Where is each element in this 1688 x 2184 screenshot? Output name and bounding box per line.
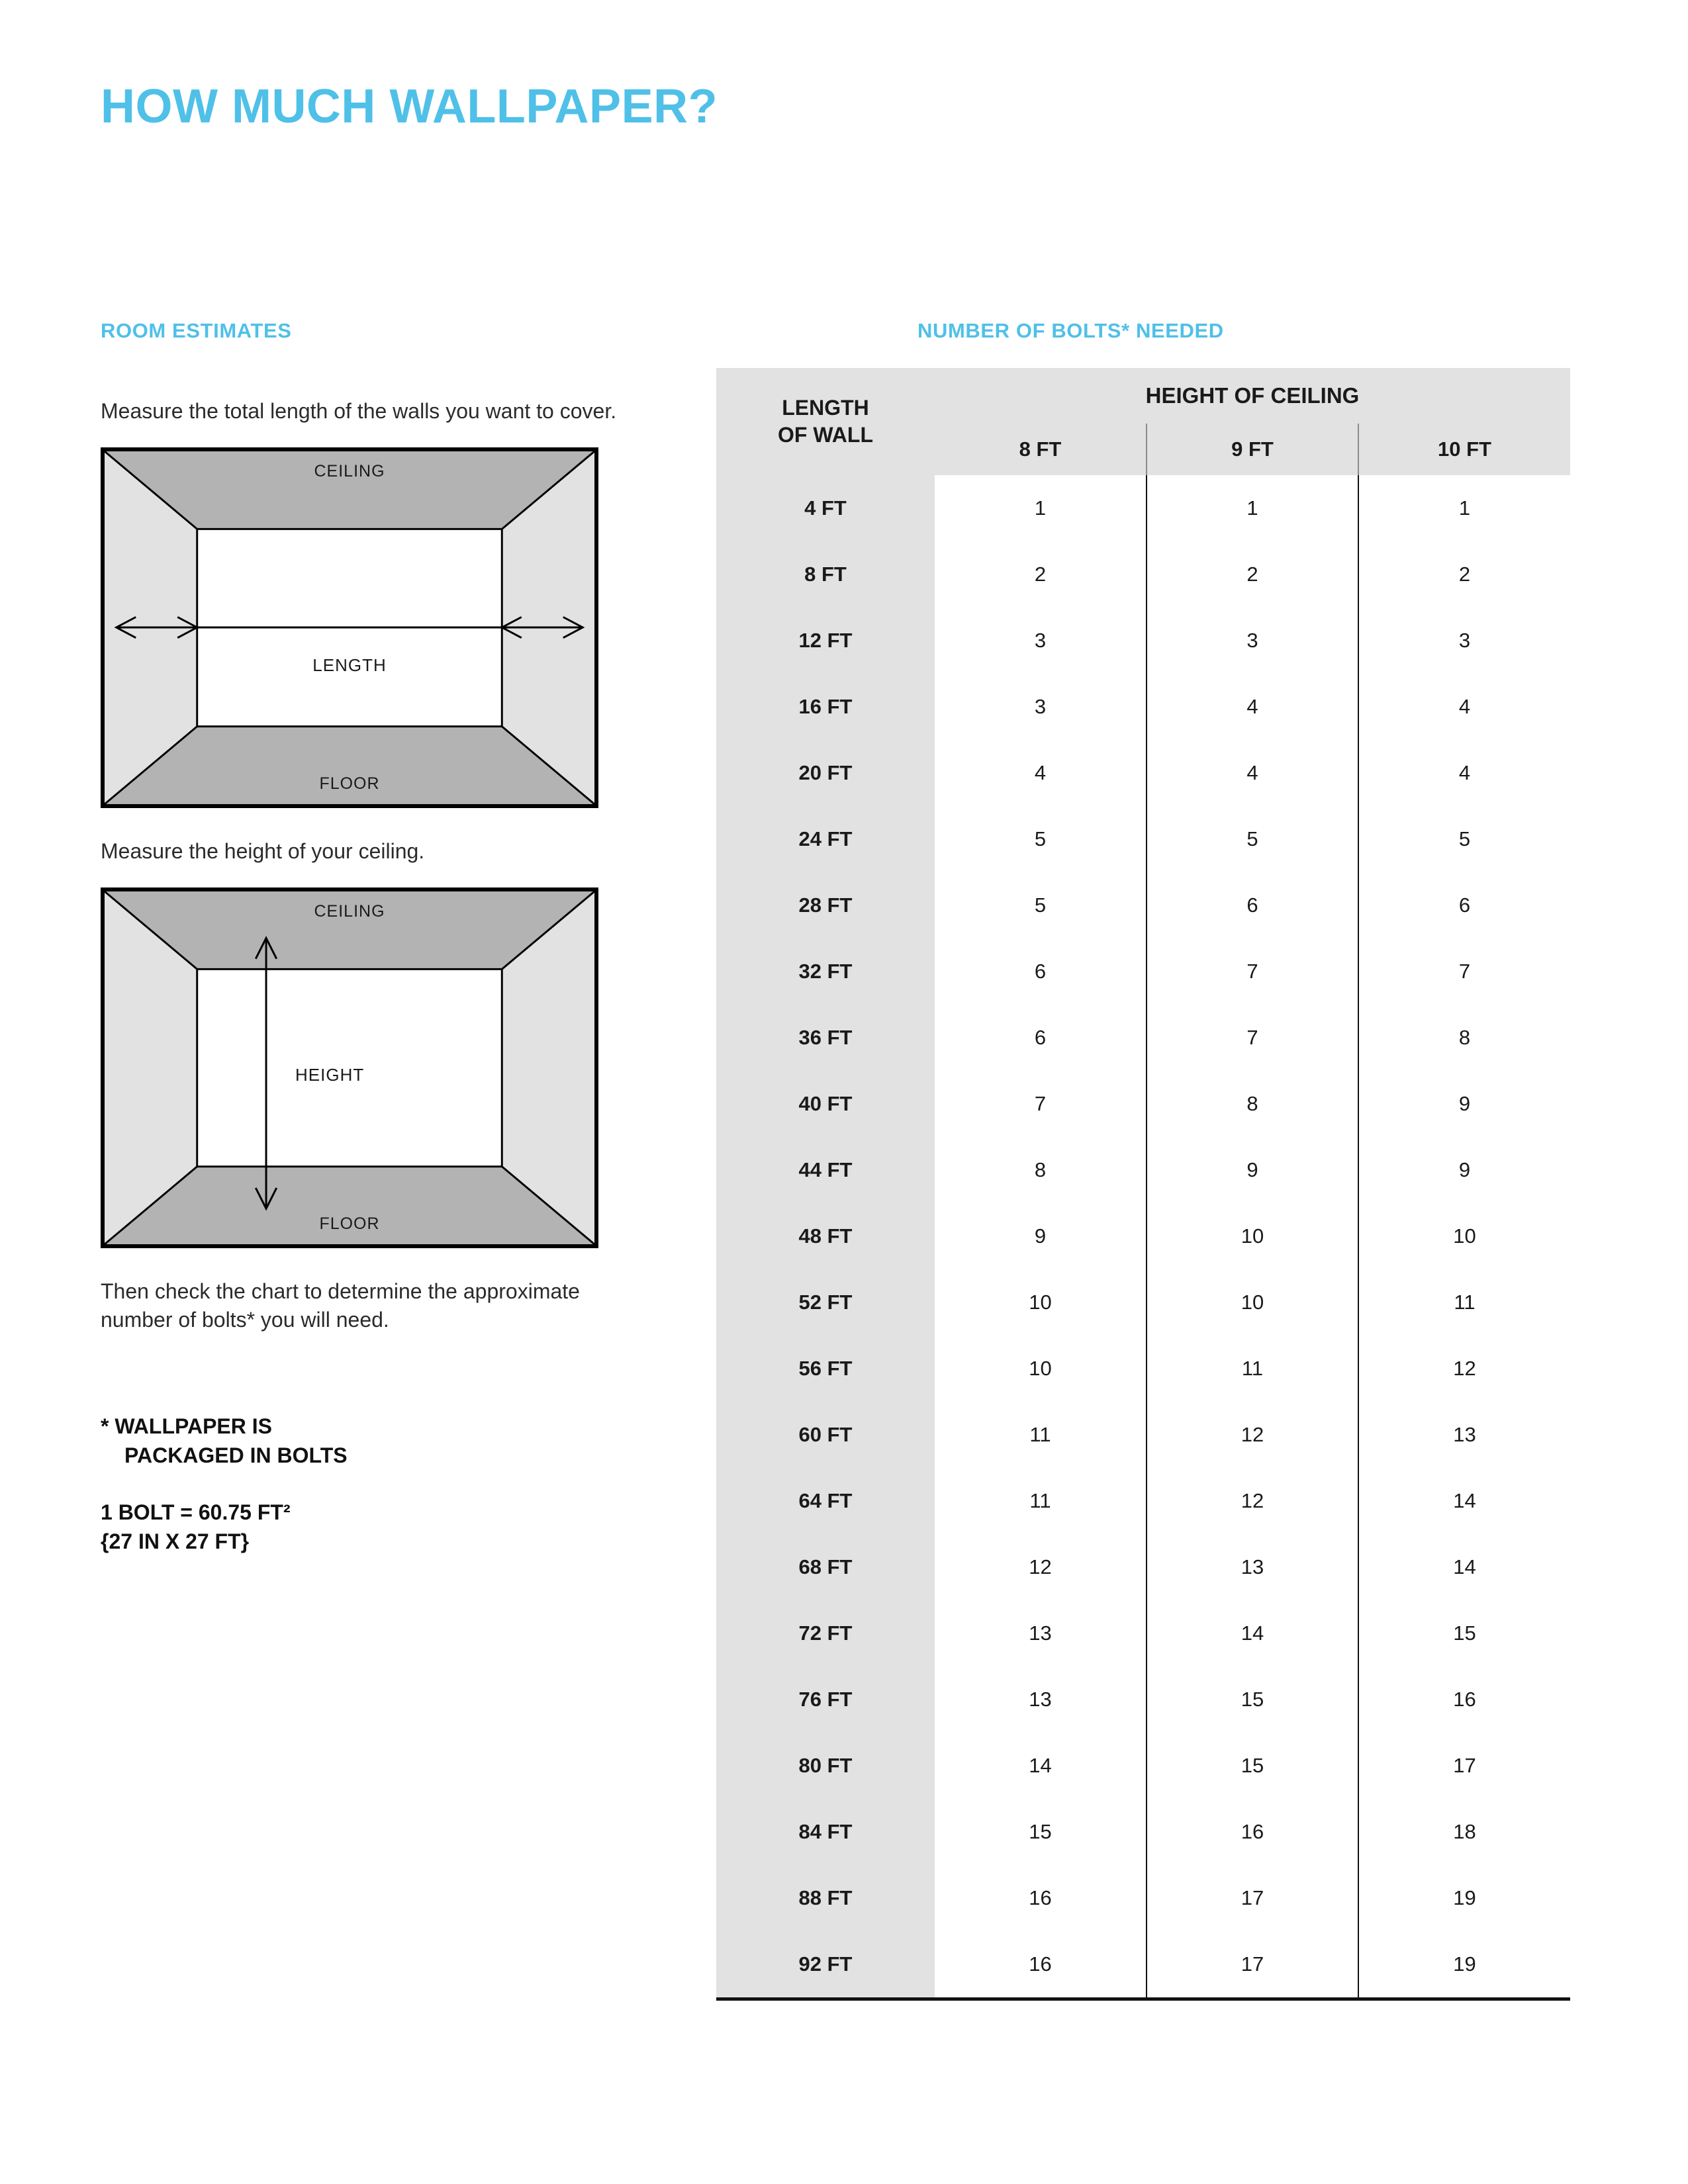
row-length: 28 FT (716, 872, 935, 938)
cell-8ft: 16 (935, 1931, 1147, 1999)
diagram-height-floor-label: FLOOR (319, 1214, 380, 1234)
length-of-wall-header-line1: LENGTH (782, 396, 869, 420)
cell-9ft: 12 (1147, 1468, 1358, 1534)
row-length: 4 FT (716, 475, 935, 541)
room-diagram-height (101, 887, 598, 1248)
row-length: 20 FT (716, 740, 935, 806)
cell-10ft: 17 (1358, 1733, 1570, 1799)
bolts-table-body (716, 368, 1570, 1999)
table-row (716, 1865, 1570, 1931)
row-length: 88 FT (716, 1865, 935, 1931)
row-length: 8 FT (716, 541, 935, 608)
cell-9ft: 3 (1147, 608, 1358, 674)
table-row (716, 1666, 1570, 1733)
table-row (716, 1733, 1570, 1799)
cell-9ft: 14 (1147, 1600, 1358, 1666)
footnote-line-1: * WALLPAPER IS (101, 1414, 272, 1438)
cell-9ft: 13 (1147, 1534, 1358, 1600)
row-length: 76 FT (716, 1666, 935, 1733)
room-estimates-heading: ROOM ESTIMATES (101, 319, 292, 342)
cell-8ft: 11 (1029, 1489, 1051, 1512)
cell-10ft: 12 (1358, 1336, 1570, 1402)
cell-10ft: 14 (1358, 1534, 1570, 1600)
bolt-size-line-1: 1 BOLT = 60.75 FT² (101, 1500, 291, 1525)
room-perspective-shading (105, 451, 594, 804)
column-header-9ft: 9 FT (1147, 424, 1358, 475)
cell-10ft: 18 (1358, 1799, 1570, 1865)
row-length: 68 FT (716, 1534, 935, 1600)
row-length: 40 FT (716, 1071, 935, 1137)
row-length: 12 FT (716, 608, 935, 674)
row-length: 84 FT (716, 1799, 935, 1865)
table-row (716, 608, 1570, 674)
table-row (716, 1468, 1570, 1534)
cell-8ft: 10 (1029, 1357, 1052, 1380)
cell-8ft: 6 (1034, 960, 1047, 983)
cell-8ft: 13 (1029, 1621, 1052, 1645)
table-row (716, 1799, 1570, 1865)
row-length: 36 FT (716, 1005, 935, 1071)
cell-10ft: 9 (1358, 1071, 1570, 1137)
cell-10ft: 3 (1358, 608, 1570, 674)
row-length: 48 FT (716, 1203, 935, 1269)
table-row (716, 806, 1570, 872)
step-2-text: Measure the height of your ceiling. (101, 839, 425, 864)
row-length: 60 FT (716, 1402, 935, 1468)
table-row (716, 1203, 1570, 1269)
table-row (716, 475, 1570, 541)
cell-9ft: 16 (1147, 1799, 1358, 1865)
row-length: 44 FT (716, 1137, 935, 1203)
cell-9ft: 12 (1147, 1402, 1358, 1468)
table-row (716, 938, 1570, 1005)
row-length: 16 FT (716, 674, 935, 740)
cell-8ft: 11 (1029, 1423, 1051, 1446)
table-row (716, 1336, 1570, 1402)
table-row (716, 872, 1570, 938)
cell-10ft: 6 (1358, 872, 1570, 938)
diagram-length-measure-label: LENGTH (312, 655, 387, 676)
cell-8ft: 12 (1029, 1555, 1052, 1578)
cell-8ft: 1 (1034, 496, 1047, 520)
bolts-table-heading: NUMBER OF BOLTS* NEEDED (917, 319, 1224, 342)
cell-9ft: 6 (1147, 872, 1358, 938)
cell-9ft: 17 (1147, 1865, 1358, 1931)
bolt-size-line-2: {27 IN X 27 FT} (101, 1529, 250, 1554)
diagram-length-floor-label: FLOOR (319, 774, 380, 794)
cell-9ft: 2 (1147, 541, 1358, 608)
cell-10ft: 2 (1358, 541, 1570, 608)
cell-10ft: 1 (1358, 475, 1570, 541)
cell-8ft: 2 (1034, 563, 1047, 586)
cell-9ft: 7 (1147, 938, 1358, 1005)
length-of-wall-header (716, 368, 935, 475)
room-estimates-column (101, 397, 624, 1557)
cell-8ft: 13 (1029, 1688, 1052, 1711)
cell-9ft: 10 (1147, 1203, 1358, 1269)
table-row (716, 1005, 1570, 1071)
cell-10ft: 14 (1358, 1468, 1570, 1534)
cell-8ft: 7 (1034, 1092, 1047, 1115)
column-header-8ft: 8 FT (935, 424, 1147, 475)
step-3-text: Then check the chart to determine the approximate number of bolts* you will need. (101, 1279, 580, 1332)
table-row (716, 740, 1570, 806)
cell-10ft: 5 (1358, 806, 1570, 872)
length-of-wall-header-line2: OF WALL (778, 423, 873, 447)
cell-10ft: 16 (1358, 1666, 1570, 1733)
table-header-row-1 (716, 368, 1570, 424)
table-row (716, 1534, 1570, 1600)
cell-8ft: 15 (1029, 1820, 1052, 1843)
table-row (716, 1600, 1570, 1666)
cell-8ft: 5 (1034, 827, 1047, 850)
cell-8ft: 6 (1034, 1026, 1047, 1049)
page-title: HOW MUCH WALLPAPER? (101, 80, 718, 133)
row-length: 80 FT (716, 1733, 935, 1799)
cell-9ft: 10 (1147, 1269, 1358, 1336)
table-row (716, 1931, 1570, 1999)
cell-9ft: 1 (1147, 475, 1358, 541)
table-row (716, 541, 1570, 608)
cell-10ft: 19 (1358, 1865, 1570, 1931)
cell-9ft: 11 (1147, 1336, 1358, 1402)
row-length: 32 FT (716, 938, 935, 1005)
diagram-height-ceiling-label: CEILING (314, 902, 385, 921)
cell-9ft: 4 (1147, 674, 1358, 740)
bolts-table-wrapper (716, 368, 1570, 2001)
cell-9ft: 8 (1147, 1071, 1358, 1137)
cell-10ft: 7 (1358, 938, 1570, 1005)
cell-9ft: 15 (1147, 1666, 1358, 1733)
table-row (716, 1137, 1570, 1203)
cell-9ft: 9 (1147, 1137, 1358, 1203)
cell-10ft: 8 (1358, 1005, 1570, 1071)
row-length: 52 FT (716, 1269, 935, 1336)
cell-10ft: 4 (1358, 674, 1570, 740)
cell-9ft: 4 (1147, 740, 1358, 806)
cell-8ft: 4 (1034, 761, 1047, 784)
cell-8ft: 3 (1034, 629, 1047, 652)
row-length: 92 FT (716, 1931, 935, 1999)
table-row (716, 1269, 1570, 1336)
row-length: 72 FT (716, 1600, 935, 1666)
cell-8ft: 8 (1034, 1158, 1047, 1181)
cell-8ft: 10 (1029, 1291, 1052, 1314)
column-header-10ft: 10 FT (1358, 424, 1570, 475)
row-length: 24 FT (716, 806, 935, 872)
cell-8ft: 16 (1029, 1886, 1052, 1909)
cell-10ft: 10 (1358, 1203, 1570, 1269)
step-1-text: Measure the total length of the walls you want to cover. (101, 399, 617, 423)
cell-10ft: 19 (1358, 1931, 1570, 1999)
cell-10ft: 9 (1358, 1137, 1570, 1203)
cell-9ft: 7 (1147, 1005, 1358, 1071)
cell-10ft: 15 (1358, 1600, 1570, 1666)
cell-10ft: 11 (1358, 1269, 1570, 1336)
cell-9ft: 15 (1147, 1733, 1358, 1799)
row-length: 56 FT (716, 1336, 935, 1402)
cell-8ft: 14 (1029, 1754, 1052, 1777)
footnote-line-2: PACKAGED IN BOLTS (124, 1443, 348, 1468)
cell-9ft: 5 (1147, 806, 1358, 872)
room-diagram-length (101, 447, 598, 808)
table-row (716, 1071, 1570, 1137)
cell-10ft: 13 (1358, 1402, 1570, 1468)
cell-8ft: 5 (1034, 893, 1047, 917)
cell-8ft: 9 (1034, 1224, 1047, 1248)
table-row (716, 674, 1570, 740)
diagram-height-measure-label: HEIGHT (295, 1065, 365, 1085)
bolts-table (716, 368, 1570, 2001)
diagram-length-ceiling-label: CEILING (314, 462, 385, 481)
height-of-ceiling-header: HEIGHT OF CEILING (935, 368, 1570, 424)
cell-9ft: 17 (1147, 1931, 1358, 1999)
row-length: 64 FT (716, 1468, 935, 1534)
cell-10ft: 4 (1358, 740, 1570, 806)
cell-8ft: 3 (1034, 695, 1047, 718)
table-row (716, 1402, 1570, 1468)
